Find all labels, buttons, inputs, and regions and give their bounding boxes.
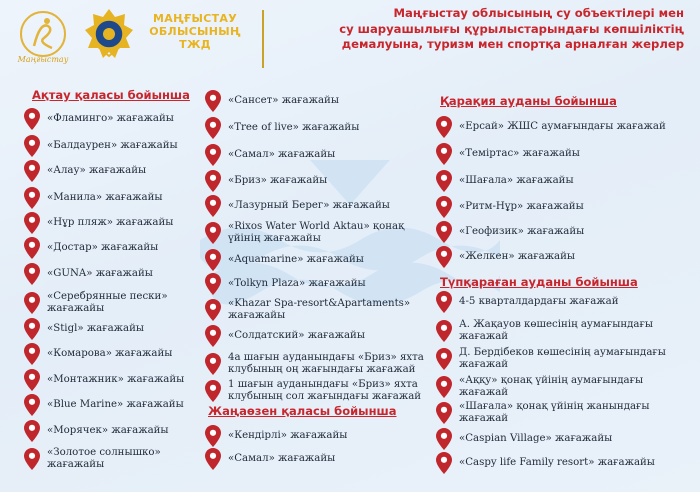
list-item [24,369,184,391]
beach-name: «Aquamarine» жағажайы [228,254,364,266]
location-pin-icon [24,263,40,285]
list-item [24,108,184,130]
list-item [24,447,184,470]
beach-name: «GUNA» жағажайы [47,268,153,280]
beach-name: «Геофизик» жағажайы [459,226,585,238]
list-item [436,143,680,165]
location-pin-icon [436,402,452,424]
location-pin-icon [24,343,40,365]
list-item [436,347,680,370]
location-pin-icon [205,325,221,347]
beach-name: «Морячек» жағажайы [47,425,169,437]
list-item [24,318,184,340]
location-pin-icon [24,187,40,209]
list-item [205,170,427,192]
beach-name: «Rixos Water World Aktau» қонақ үйінің жағажайы [228,221,405,244]
list-item [205,425,427,447]
location-pin-icon [24,292,40,314]
beach-name: 4-5 кварталдардағы жағажай [459,296,619,308]
list-item [436,291,680,313]
organization-name: МАҢҒЫСТАУ ОБЛЫСЫНЫҢ ТЖД [149,12,241,51]
beach-name: Д. Бердібеков көшесінің аумағындағы жағажай [459,347,666,370]
list-item [205,144,427,166]
location-pin-icon [24,160,40,182]
list-item [436,319,680,342]
beach-name: «Аққу» қонақ үйінің аумағындағы жағажай [459,375,644,398]
beach-name: 1 шағын ауданындағы «Бриз» яхта клубының сол жағындағы жағажай [228,379,422,402]
location-pin-icon [205,380,221,402]
list-item [24,291,184,314]
beach-name: «Достар» жағажайы [47,242,159,254]
list-item [24,160,184,182]
location-pin-icon [24,448,40,470]
beach-name: «Ерсай» ЖШС аумағындағы жағажай [459,121,666,133]
location-pin-icon [205,170,221,192]
location-pin-icon [205,299,221,321]
list-item [205,448,427,470]
section-tupkaragan-heading: Түпқараған ауданы бойынша [440,275,638,289]
beach-name: «Шағала» жағажайы [459,175,574,187]
location-pin-icon [24,394,40,416]
list-item [24,135,184,157]
beach-name: «Нұр пляж» жағажайы [47,217,174,229]
list-item [24,187,184,209]
beach-name: «Stigl» жағажайы [47,323,145,335]
list-item [436,428,680,450]
list-item [24,394,184,416]
logo-caption: Маңғыстау [17,55,69,64]
header-divider [262,10,264,68]
location-pin-icon [24,369,40,391]
beach-name: «Желкен» жағажайы [459,251,576,263]
location-pin-icon [436,116,452,138]
beach-name: «Алау» жағажайы [47,165,147,177]
list-item [436,401,680,424]
location-pin-icon [436,376,452,398]
beach-name: 4а шағын ауданындағы «Бриз» яхта клубының оң жағындағы жағажай [228,352,424,375]
list-item [24,237,184,259]
list-item [205,90,427,112]
beach-name: «Комарова» жағажайы [47,348,173,360]
beach-name: «Самал» жағажайы [228,149,336,161]
beach-name: «Caspian Village» жағажайы [459,433,613,445]
location-pin-icon [205,353,221,375]
location-pin-icon [24,108,40,130]
beach-name: «Кендірлі» жағажайы [228,430,348,442]
list-item [436,375,680,398]
section-zhanaozen-heading: Жаңаөзен қаласы бойынша [208,404,397,418]
list-item [436,246,680,268]
section-aktau-heading: Ақтау қаласы бойынша [32,88,190,102]
beach-name: «Tolkyn Plaza» жағажайы [228,278,366,290]
list-item [205,379,427,402]
beach-name: «Blue Marine» жағажайы [47,399,184,411]
location-pin-icon [24,212,40,234]
location-pin-icon [205,273,221,295]
beach-name: «Серебрянные пески» жағажайы [47,291,168,314]
location-pin-icon [205,90,221,112]
location-pin-icon [436,221,452,243]
beach-name: А. Жақауов көшесінің аумағындағы жағажай [459,319,653,342]
list-item [436,170,680,192]
page-title: Маңғыстау облысының су объектілері мен су шаруашылығы құрылыстарындағы көпшіліктің демалуына, туризм мен спортқа арналған жерлер [339,6,684,51]
header [0,0,700,80]
location-pin-icon [436,320,452,342]
beach-name: «Монтажник» жағажайы [47,374,185,386]
emergency-department-emblem-icon [84,8,134,62]
beach-name: «Шағала» қонақ үйінің жанындағы жағажай [459,401,650,424]
list-item [205,325,427,347]
list-item [436,452,680,474]
beach-name: «Балдаурен» жағажайы [47,140,178,152]
location-pin-icon [24,135,40,157]
list-item [436,221,680,243]
beach-name: «Солдатский» жағажайы [228,330,365,342]
location-pin-icon [205,249,221,271]
list-item [24,420,184,442]
location-pin-icon [205,195,221,217]
location-pin-icon [436,143,452,165]
list-item [205,195,427,217]
beach-name: «Сансет» жағажайы [228,95,339,107]
beach-name: «Теміртас» жағажайы [459,148,580,160]
list-item [205,249,427,271]
list-item [436,196,680,218]
location-pin-icon [24,237,40,259]
list-item [205,298,427,321]
list-item [205,117,427,139]
section-karakiya-heading: Қарақия ауданы бойынша [440,94,617,108]
location-pin-icon [205,448,221,470]
location-pin-icon [205,144,221,166]
beach-name: «Самал» жағажайы [228,453,336,465]
list-item [24,343,184,365]
beach-name: «Tree of live» жағажайы [228,122,360,134]
location-pin-icon [436,452,452,474]
beach-name: «Khazar Spa-resort&Apartaments» жағажайы [228,298,411,321]
location-pin-icon [436,348,452,370]
location-pin-icon [24,318,40,340]
beach-name: «Золотое солнышко» жағажайы [47,447,161,470]
beach-name: «Ритм-Нұр» жағажайы [459,201,584,213]
list-item [205,352,427,375]
beach-name: «Манила» жағажайы [47,192,163,204]
list-item [24,212,184,234]
location-pin-icon [436,291,452,313]
beach-name: «Caspy life Family resort» жағажайы [459,457,655,469]
beach-name: «Фламинго» жағажайы [47,113,174,125]
location-pin-icon [436,246,452,268]
location-pin-icon [436,196,452,218]
location-pin-icon [205,222,221,244]
location-pin-icon [24,420,40,442]
list-item [205,273,427,295]
location-pin-icon [436,428,452,450]
list-item [24,263,184,285]
location-pin-icon [205,117,221,139]
beach-name: «Лазурный Берег» жағажайы [228,200,390,212]
location-pin-icon [205,425,221,447]
list-item [436,116,680,138]
location-pin-icon [436,170,452,192]
beach-name: «Бриз» жағажайы [228,175,328,187]
list-item [205,221,427,244]
